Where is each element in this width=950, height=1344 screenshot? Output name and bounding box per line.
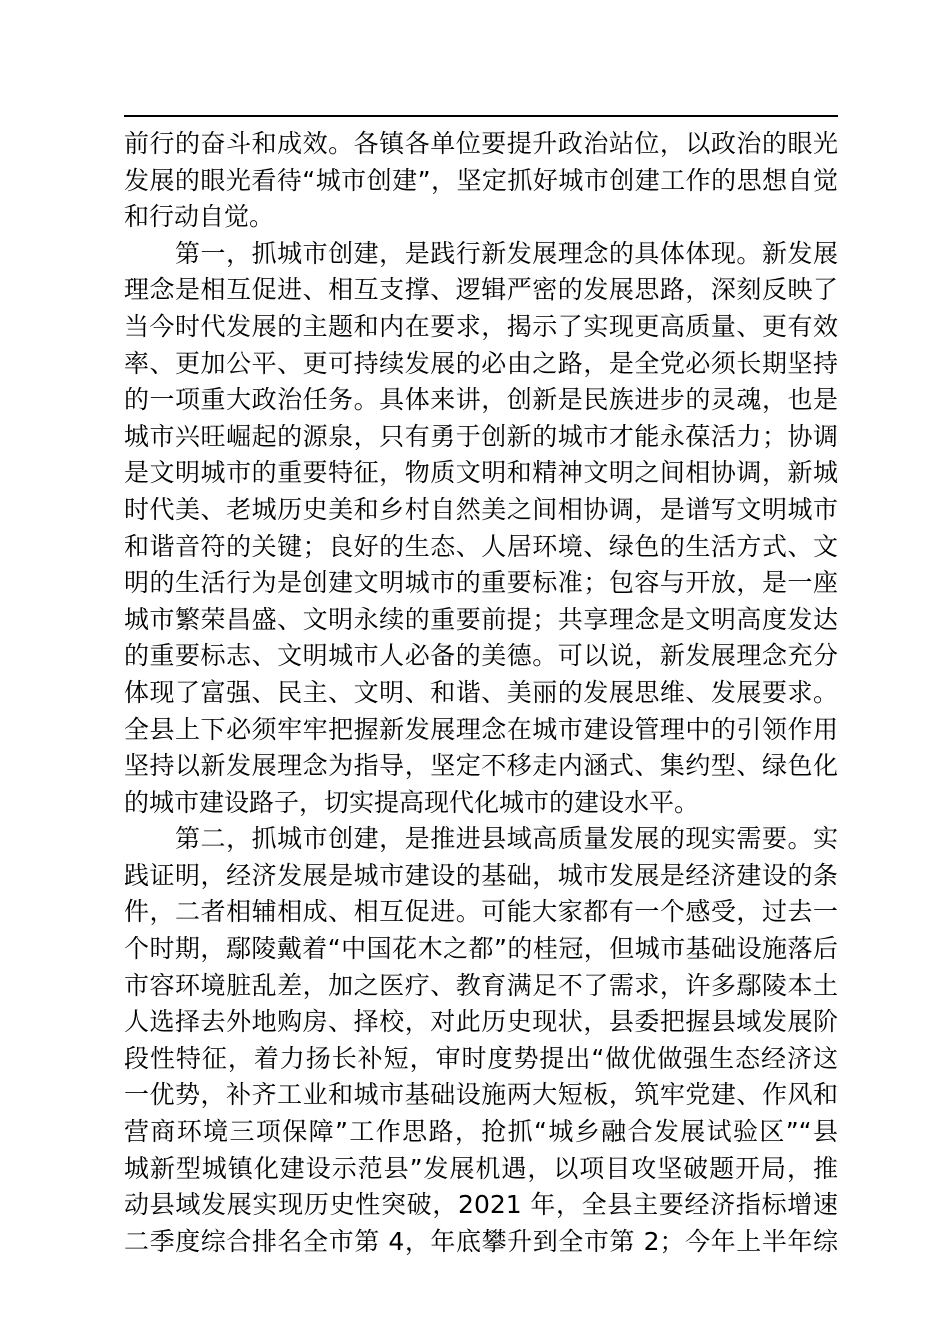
text-line: 营商环境三项保障”工作思路，抢抓“城乡融合发展试验区”“县 bbox=[124, 1117, 838, 1147]
body-text bbox=[124, 126, 838, 1260]
header-rule bbox=[124, 115, 838, 117]
text-line: 第一，抓城市创建，是践行新发展理念的具体体现。新发展 bbox=[124, 238, 838, 268]
text-line: 城市兴旺崛起的源泉，只有勇于创新的城市才能永葆活力；协调 bbox=[124, 421, 838, 451]
text-line: 个时期，鄢陵戴着“中国花木之都”的桂冠，但城市基础设施落后 bbox=[124, 934, 838, 964]
text-line: 第二，抓城市创建，是推进县域高质量发展的现实需要。实 bbox=[124, 824, 838, 854]
text-line: 发展的眼光看待“城市创建”，坚定抓好城市创建工作的思想自觉 bbox=[124, 165, 838, 195]
text-line: 动县域发展实现历史性突破，2021 年，全县主要经济指标增速 bbox=[124, 1190, 838, 1220]
text-line: 的重要标志、文明城市人必备的美德。可以说，新发展理念充分 bbox=[124, 641, 838, 671]
text-line: 城市繁荣昌盛、文明永续的重要前提；共享理念是文明高度发达 bbox=[124, 604, 838, 634]
text-line: 是文明城市的重要特征，物质文明和精神文明之间相协调，新城 bbox=[124, 458, 838, 488]
text-line: 的一项重大政治任务。具体来讲，创新是民族进步的灵魂，也是 bbox=[124, 385, 838, 415]
text-line: 段性特征，着力扬长补短，审时度势提出“做优做强生态经济这 bbox=[124, 1043, 838, 1073]
text-line: 全县上下必须牢牢把握新发展理念在城市建设管理中的引领作用 bbox=[124, 714, 838, 744]
text-line: 前行的奋斗和成效。各镇各单位要提升政治站位，以政治的眼光 bbox=[124, 129, 838, 158]
text-line: 的城市建设路子，切实提高现代化城市的建设水平。 bbox=[124, 787, 700, 817]
text-line: 和行动自觉。 bbox=[124, 202, 275, 232]
text-line: 率、更加公平、更可持续发展的必由之路，是全党必须长期坚持 bbox=[124, 348, 838, 378]
text-line: 时代美、老城历史美和乡村自然美之间相协调，是谱写文明城市 bbox=[124, 494, 838, 524]
text-line: 二季度综合排名全市第 4，年底攀升到全市第 2；今年上半年综 bbox=[124, 1226, 838, 1256]
text-line: 和谐音符的关键；良好的生态、人居环境、绿色的生活方式、文 bbox=[124, 531, 838, 561]
text-line: 当今时代发展的主题和内在要求，揭示了实现更高质量、更有效 bbox=[124, 311, 838, 341]
text-line: 践证明，经济发展是城市建设的基础，城市发展是经济建设的条 bbox=[124, 860, 838, 890]
text-line: 城新型城镇化建设示范县”发展机遇，以项目攻坚破题开局，推 bbox=[124, 1153, 838, 1183]
text-line: 一优势，补齐工业和城市基础设施两大短板，筑牢党建、作风和 bbox=[124, 1080, 838, 1110]
text-line: 件，二者相辅相成、相互促进。可能大家都有一个感受，过去一 bbox=[124, 897, 838, 927]
text-line: 人选择去外地购房、择校，对此历史现状，县委把握县域发展阶 bbox=[124, 1007, 838, 1037]
text-line: 坚持以新发展理念为指导，坚定不移走内涵式、集约型、绿色化 bbox=[124, 751, 838, 781]
text-line: 体现了富强、民主、文明、和谐、美丽的发展思维、发展要求。 bbox=[124, 677, 838, 707]
text-line: 明的生活行为是创建文明城市的重要标准；包容与开放，是一座 bbox=[124, 568, 838, 598]
text-line: 市容环境脏乱差，加之医疗、教育满足不了需求，许多鄢陵本土 bbox=[124, 970, 838, 1000]
text-line: 理念是相互促进、相互支撑、逻辑严密的发展思路，深刻反映了 bbox=[124, 275, 838, 305]
